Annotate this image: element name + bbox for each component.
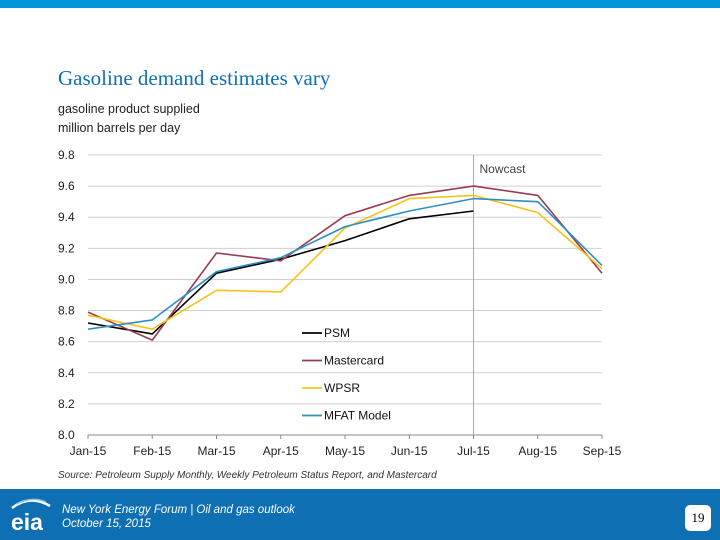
chart-source: Source: Petroleum Supply Monthly, Weekly Petroleum Status Report, and Mastercard (58, 470, 437, 481)
chart-title-line1: gasoline product supplied (58, 102, 200, 116)
page-number: 19 (685, 505, 711, 531)
x-tick-label: Apr-15 (262, 444, 299, 458)
legend-label: PSM (324, 326, 351, 340)
x-tick-label: Sep-15 (582, 444, 622, 458)
series-line-psm (88, 211, 474, 334)
chart-title-line2: million barrels per day (58, 121, 181, 135)
y-tick-label: 9.4 (58, 210, 75, 225)
x-tick-label: May-15 (324, 444, 366, 458)
legend-label: Mastercard (324, 353, 385, 368)
footer-event: New York Energy Forum | Oil and gas outlook (62, 504, 295, 516)
eia-logo (6, 494, 56, 536)
legend-label: MFAT Model (324, 408, 391, 423)
x-tick-label: Jun-15 (390, 444, 428, 458)
x-tick-label: Mar-15 (197, 444, 236, 458)
series-line-mfat-model (88, 199, 602, 330)
x-tick-label: Jul-15 (457, 444, 490, 458)
y-tick-label: 8.4 (58, 365, 75, 380)
y-tick-label: 9.2 (58, 241, 75, 256)
y-tick-label: 9.8 (58, 148, 75, 162)
y-tick-label: 8.2 (58, 396, 75, 411)
x-tick-label: Aug-15 (518, 444, 558, 458)
y-tick-label: 9.6 (58, 179, 75, 194)
y-tick-label: 8.0 (58, 428, 75, 442)
footer-text (62, 503, 295, 531)
legend-label: WPSR (324, 381, 360, 395)
nowcast-annotation: Nowcast (479, 162, 526, 176)
y-tick-label: 8.8 (58, 303, 75, 318)
svg-text:eia: eia (11, 509, 43, 535)
x-tick-label: Jan-15 (69, 444, 107, 458)
y-tick-label: 8.6 (58, 334, 75, 349)
slide-title: Gasoline demand estimates vary (58, 66, 331, 90)
x-tick-label: Feb-15 (133, 444, 172, 458)
footer-date: October 15, 2015 (62, 518, 151, 530)
y-tick-label: 9.0 (58, 272, 75, 287)
